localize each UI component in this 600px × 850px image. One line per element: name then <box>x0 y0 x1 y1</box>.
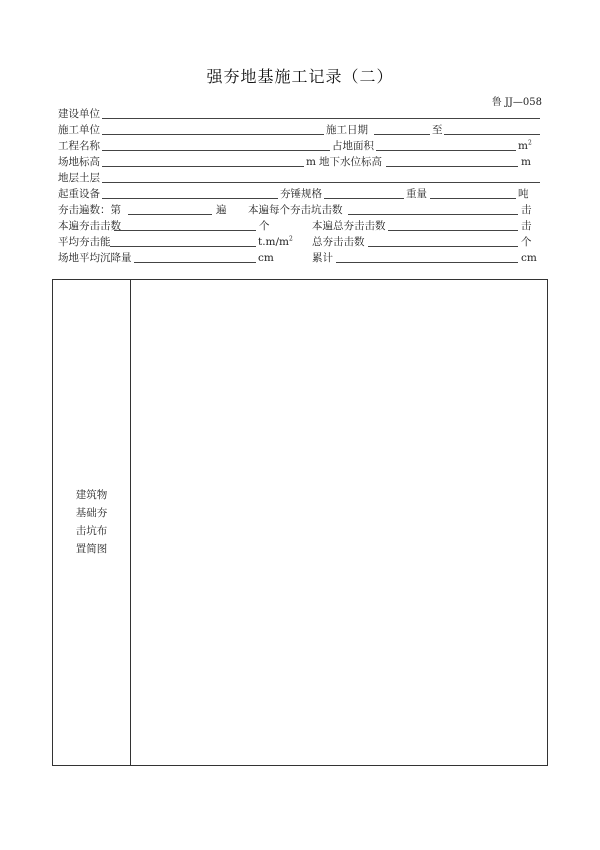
row-tamping-passes <box>58 202 540 218</box>
build-unit-field[interactable] <box>102 118 540 119</box>
soil-layer-label: 地层土层 <box>58 172 100 184</box>
pass-pits-unit: 个 <box>259 220 270 232</box>
avg-settlement-field[interactable] <box>134 262 256 263</box>
groundwater-level-label: 地下水位标高 <box>319 156 382 168</box>
cumulative-field[interactable] <box>336 262 518 263</box>
form-title: 强夯地基施工记录（二） <box>206 67 394 86</box>
site-elevation-unit: m <box>306 156 316 168</box>
row-pass-pits <box>58 218 540 234</box>
total-hits-label: 总夯击击数 <box>312 236 365 248</box>
build-unit-label: 建设单位 <box>58 108 100 120</box>
hammer-spec-field[interactable] <box>324 198 404 199</box>
construct-unit-label: 施工单位 <box>58 124 100 136</box>
cumulative-unit: cm <box>521 252 537 264</box>
row-construct-unit <box>58 122 540 138</box>
site-elevation-field[interactable] <box>102 166 304 167</box>
label-line-3: 击坑布 <box>75 525 108 537</box>
layout-sketch-label <box>53 486 130 558</box>
form-code: 鲁 JJ—058 <box>491 97 542 108</box>
avg-settlement-unit: cm <box>258 252 274 264</box>
pass-total-hits-label: 本遍总夯击击数 <box>312 220 386 232</box>
per-pit-hits-field[interactable] <box>348 214 518 215</box>
avg-settlement-label: 场地平均沉降量 <box>58 252 132 264</box>
row-soil-layer <box>58 170 540 186</box>
row-avg-energy <box>58 234 540 250</box>
pass-pits-label: 本遍夯击击数 <box>58 220 121 232</box>
row-build-unit <box>58 106 540 122</box>
cumulative-label: 累计 <box>312 252 333 264</box>
weight-field[interactable] <box>430 198 516 199</box>
label-line-1: 建筑物 <box>75 489 108 501</box>
pass-total-hits-unit: 击 <box>521 220 532 232</box>
weight-unit: 吨 <box>518 188 529 200</box>
pass-pits-field[interactable] <box>114 230 256 231</box>
tamping-passes-field[interactable] <box>128 214 212 215</box>
land-area-label: 占地面积 <box>332 140 374 152</box>
groundwater-level-unit: m <box>521 156 531 168</box>
total-hits-unit: 个 <box>521 236 532 248</box>
row-avg-settlement <box>58 250 540 266</box>
land-area-unit: $m^2$ <box>518 139 532 152</box>
row-lifting-equipment <box>58 186 540 202</box>
groundwater-level-field[interactable] <box>386 166 518 167</box>
label-line-2: 基础夯 <box>75 507 108 519</box>
lifting-equipment-field[interactable] <box>102 198 278 199</box>
construct-date-end-field[interactable] <box>444 134 540 135</box>
layout-sketch-table <box>52 279 548 766</box>
land-area-field[interactable] <box>376 150 516 151</box>
avg-energy-label: 平均夯击能 <box>58 236 111 248</box>
pass-unit: 遍 <box>216 204 227 216</box>
site-elevation-label: 场地标高 <box>58 156 100 168</box>
avg-energy-field[interactable] <box>110 246 256 247</box>
tamping-passes-label: 夯击遍数：第 <box>58 204 121 216</box>
construct-unit-field[interactable] <box>102 134 324 135</box>
lifting-equipment-label: 起重设备 <box>58 188 100 200</box>
row-project-name <box>58 138 540 154</box>
per-pit-hits-unit: 击 <box>521 204 532 216</box>
row-site-elevation <box>58 154 540 170</box>
label-line-4: 置简图 <box>75 543 108 555</box>
weight-label: 重量 <box>406 188 427 200</box>
total-hits-field[interactable] <box>368 246 518 247</box>
soil-layer-field[interactable] <box>102 182 540 183</box>
construct-date-label: 施工日期 <box>326 124 368 136</box>
sketch-drawing-area[interactable] <box>131 280 547 765</box>
hammer-spec-label: 夯锤规格 <box>280 188 322 200</box>
avg-energy-unit: $t.m/m^2$ <box>258 235 293 248</box>
project-name-label: 工程名称 <box>58 140 100 152</box>
per-pit-hits-label: 本遍每个夯击坑击数 <box>248 204 343 216</box>
project-name-field[interactable] <box>102 150 330 151</box>
pass-total-hits-field[interactable] <box>388 230 518 231</box>
to-label: 至 <box>432 124 443 136</box>
construct-date-start-field[interactable] <box>374 134 430 135</box>
